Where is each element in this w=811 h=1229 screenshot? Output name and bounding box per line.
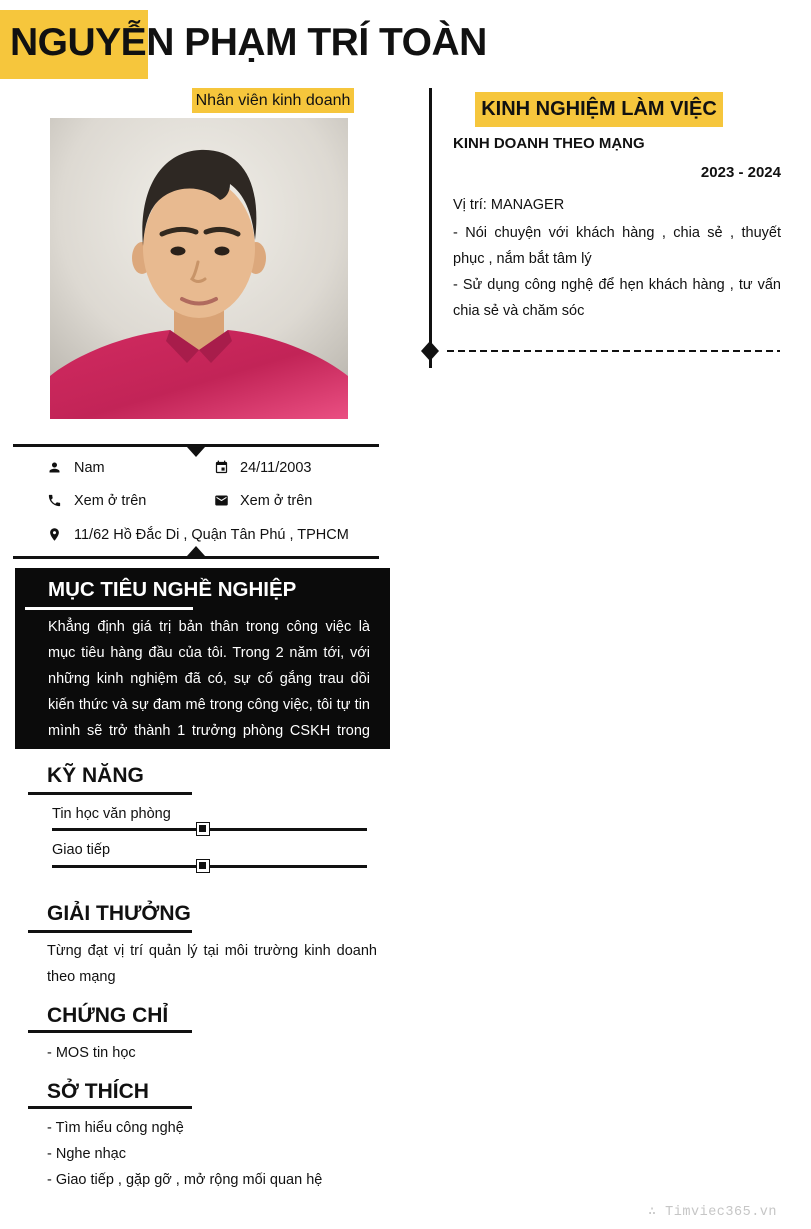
site-watermark: ∴ Timviec365.vn: [647, 1205, 777, 1220]
certificates-heading: CHỨNG CHỈ: [47, 1004, 169, 1027]
experience-company: KINH DOANH THEO MẠNG: [453, 135, 645, 152]
address-value: 11/62 Hồ Đắc Di , Quận Tân Phú , TPHCM: [74, 527, 349, 543]
dob-value: 24/11/2003: [240, 460, 312, 476]
location-pin-icon: [47, 527, 62, 542]
triangle-down-icon: [187, 447, 205, 457]
objective-heading: MỤC TIÊU NGHỀ NGHIỆP: [48, 578, 297, 601]
person-icon: [47, 460, 62, 475]
info-row-2: [13, 491, 379, 511]
triangle-up-icon: [187, 546, 205, 556]
skill-slider-handle[interactable]: [196, 859, 210, 873]
email-icon: [214, 493, 229, 508]
objective-body: Khẳng định giá trị bản thân trong công việc là mục tiêu hàng đầu của tôi. Trong 2 năm tới, với những kinh nghiệm đã có, sự cố gắng trau dồi kiến thức và sự đam mê trong công việc, tôi tự tin mình sẽ trở thành 1 trưởng phòng CSKH trong tương lai.: [48, 619, 370, 765]
skill-label: Giao tiếp: [52, 842, 111, 858]
hobby-item: - Nghe nhạc: [47, 1146, 126, 1162]
awards-body: Từng đạt vị trí quản lý tại môi trường kinh doanh theo mạng: [47, 943, 377, 985]
gender-value: Nam: [74, 460, 105, 476]
certificate-item: - MOS tin học: [47, 1045, 136, 1061]
job-title-badge: Nhân viên kinh doanh: [192, 88, 354, 113]
skill-slider-handle[interactable]: [196, 822, 210, 836]
profile-photo: [50, 118, 348, 419]
hobby-item: - Tìm hiểu công nghệ: [47, 1120, 184, 1136]
experience-details: [453, 220, 781, 324]
objective-underline: [25, 607, 193, 610]
hobbies-list: [47, 1118, 387, 1196]
experience-timeline-line: [429, 88, 432, 368]
email-value: Xem ở trên: [240, 493, 313, 509]
info-row-3: [13, 525, 379, 545]
awards-underline: [28, 930, 192, 933]
calendar-icon: [214, 460, 229, 475]
info-bottom-rule: [13, 556, 379, 559]
experience-detail-item: - Nói chuyện với khách hàng , chia sẻ , thuyết phục , nắm bắt tâm lý: [453, 225, 781, 267]
phone-icon: [47, 493, 62, 508]
timeline-dashed-rule: [447, 350, 780, 352]
certificates-underline: [28, 1030, 192, 1033]
candidate-name: NGUYỄN PHẠM TRÍ TOÀN: [10, 21, 487, 64]
hobby-item: - Giao tiếp , gặp gỡ , mở rộng mối quan hệ: [47, 1172, 323, 1188]
timeline-diamond-icon: [421, 341, 439, 361]
skills-heading: KỸ NĂNG: [47, 764, 144, 787]
skill-slider: [52, 859, 367, 873]
objective-section: [15, 568, 390, 765]
personal-info-section: [13, 444, 379, 559]
experience-detail-item: - Sử dụng công nghệ để hẹn khách hàng , tư vấn chia sẻ và chăm sóc: [453, 277, 781, 319]
skill-slider: [52, 822, 367, 836]
experience-heading: KINH NGHIỆM LÀM VIỆC: [475, 92, 723, 127]
experience-position: Vị trí: MANAGER: [453, 197, 565, 213]
hobbies-underline: [28, 1106, 192, 1109]
phone-value: Xem ở trên: [74, 493, 147, 509]
portrait-illustration: [50, 118, 348, 419]
awards-heading: GIẢI THƯỞNG: [47, 902, 191, 925]
hobbies-heading: SỞ THÍCH: [47, 1080, 149, 1103]
skills-underline: [28, 792, 192, 795]
experience-period: 2023 - 2024: [700, 164, 781, 181]
skill-label: Tin học văn phòng: [52, 806, 171, 822]
info-row-1: [13, 458, 379, 478]
